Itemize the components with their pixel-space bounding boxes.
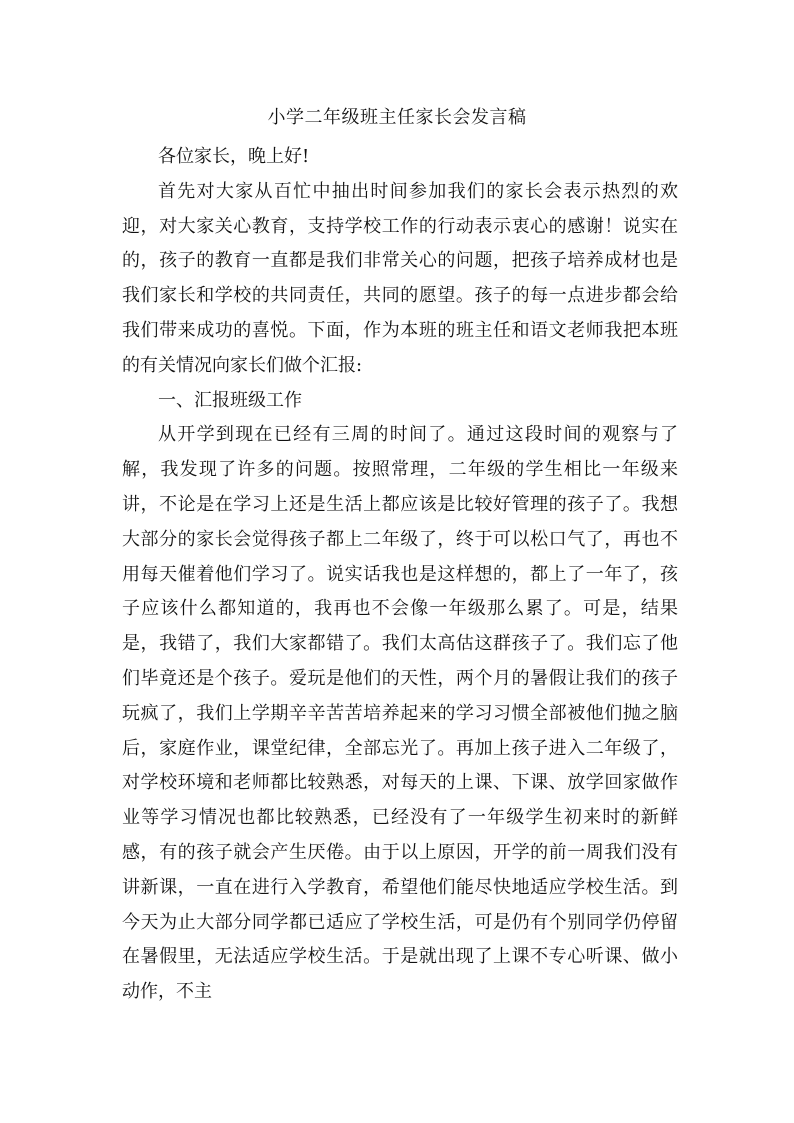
section-heading: 一、汇报班级工作 (158, 389, 302, 411)
intro-paragraph: 首先对大家从百忙中抽出时间参加我们的家长会表示热烈的欢迎，对大家关心教育，支持学校工作的行动表示衷心的感谢！说实在的，孩子的教育一直都是我们非常关心的问题，把孩子培养成材也是我们家长和学校的共同责任，共同的愿望。孩子的每一点进步都会给我们带来成功的喜悦。下面，作为本班的班主任和语文老师我把本班的有关情况向家长们做个汇报: (122, 180, 678, 376)
class-report-paragraph: 从开学到现在已经有三周的时间了。通过这段时间的观察与了解，我发现了许多的问题。按照常理，二年级的学生相比一年级来讲，不论是在学习上还是生活上都应该是比较好管理的孩子了。我想大部分的家长会觉得孩子都上二年级了，终于可以松口气了，再也不用每天催着他们学习了。说实话我也是这样想的，都上了一年了，孩子应该什么都知道的，我再也不会像一年级那么累了。可是，结果是，我错了，我们大家都错了。我们太高估这群孩子了。我们忘了他们毕竟还是个孩子。爱玩是他们的天性，两个月的暑假让我们的孩子玩疯了，我们上学期辛辛苦苦培养起来的学习习惯全部被他们抛之脑后，家庭作业，课堂纪律，全部忘光了。再加上孩子进入二年级了，对学校环境和老师都比较熟悉，对每天的上课、下课、放学回家做作业等学习情况也都比较熟悉，已经没有了一年级学生初来时的新鲜感，有的孩子就会产生厌倦。由于以上原因，开学的前一周我们没有讲新课，一直在进行入学教育，希望他们能尽快地适应学校生活。到今天为止大部分同学都已适应了学校生活，可是仍有个别同学仍停留在暑假里，无法适应学校生活。于是就出现了上课不专心听课、做小动作，不主 (122, 424, 678, 1003)
document-title: 小学二年级班主任家长会发言稿 (267, 107, 527, 128)
document-body (122, 140, 678, 1010)
greeting-paragraph: 各位家长，晚上好! (158, 146, 310, 167)
